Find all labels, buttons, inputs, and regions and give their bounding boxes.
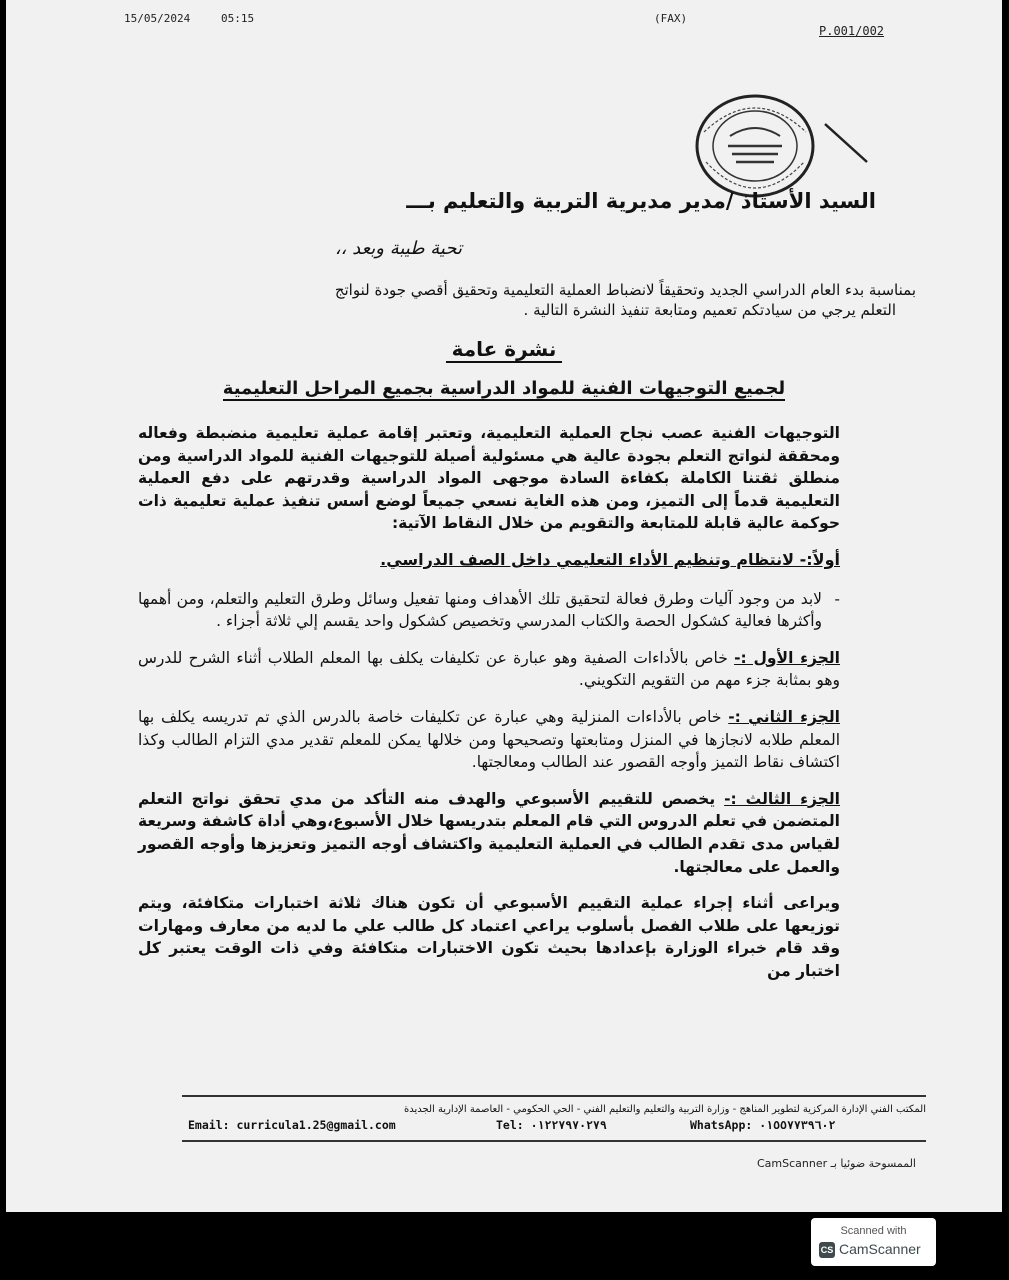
badge-caption: Scanned with: [840, 1225, 907, 1237]
fax-time: 05:15: [221, 12, 255, 25]
footer-rule: [182, 1095, 926, 1097]
pen-stroke-mark: [821, 120, 871, 170]
part-three-label: الجزء الثالث :-: [724, 789, 840, 808]
fax-date: 15/05/2024: [124, 12, 191, 25]
document-body: [138, 422, 840, 996]
footer-tel: Tel: ٠١٢٢٧٩٧٠٢٧٩: [496, 1118, 607, 1132]
bulletin-title-text: نشرة عامة: [446, 337, 563, 363]
part-two-label: الجزء الثاني :-: [728, 707, 840, 726]
part-one: [138, 647, 840, 692]
intro-line: التعلم يرجي من سيادتكم تعميم ومتابعة تنفيذ النشرة التالية .: [523, 301, 896, 319]
footer-address: المكتب الفني الإدارة المركزية لتطوير المناهج - وزارة التربية والتعليم والتعليم الفني - الحي الحكومي - العاصمة الإدارية الجديدة: [403, 1104, 926, 1115]
part-one-text: خاص بالأداءات الصفية وهو عبارة عن تكليفات يكلف بها المعلم الطلاب أثناء الشرح للدرس وهو بمثابة جزء مهم من التقويم التكويني.: [138, 648, 840, 690]
section-heading: أولاً:- لانتظام وتنظيم الأداء التعليمي داخل الصف الدراسي.: [380, 549, 840, 569]
fax-page-ref: P.001/002: [819, 24, 885, 38]
part-two: [138, 706, 840, 774]
bullet-text: لابد من وجود آليات وطرق فعالة لتحقيق تلك الأهداف ومنها تفعيل وسائل وطرق التعليم والتعلم، ومن أهمها وأكثرها فعالية كشكول الحصة والكتاب المدرسي وتخصيص كشكول واحد يقسم إلي ثلاثة أجزاء .: [138, 589, 822, 631]
fax-code: (FAX): [654, 12, 688, 25]
badge-brand: CamScanner: [839, 1241, 921, 1257]
paragraph-intro: التوجيهات الفنية عصب نجاح العملية التعليمية، وتعتبر إقامة عملية تعليمية منضبطة وفعاله ومحققة لنواتج التعلم بجودة عالية هي مسئولية أصيلة للتوجيهات الفنية للمواد الدراسية ومن منطلق ثقتنا الكاملة بكفاءة السادة موجهى المواد الدراسية وقدرتهم على دفع العملية التعليمية قدماً إلى التميز، ومن هذه الغاية نسعي جميعاً لوضع أسس تنفيذ عملية تعليمية ذات حوكمة عالية قابلة للمتابعة والتقويم من خلال النقاط الآتية:: [138, 424, 840, 533]
footer-contacts: [188, 1118, 924, 1136]
camscanner-logo-icon: CS: [819, 1242, 835, 1258]
camscanner-badge: [811, 1218, 936, 1266]
document-page: [6, 0, 1002, 1212]
bullet-dash: -: [834, 589, 840, 608]
scanned-with-note: الممسوحة ضوئيا بـ CamScanner: [756, 1157, 916, 1170]
intro-line: بمناسبة بدء العام الدراسي الجديد وتحقيقاً لانضباط العملية التعليمية وتحقيق أقصي جودة لنواتج: [334, 281, 916, 299]
footer-email: Email: curricula1.25@gmail.com: [188, 1118, 396, 1132]
part-three-text: يخصص للتقييم الأسبوعي والهدف منه التأكد من مدي تحقق نواتج التعلم المتضمن في تعلم الدروس التي قام المعلم بتدريسها خلال الأسبوع،وهي أداة كاشفة وسريعة لقياس مدى تقدم الطالب في العملية التعليمية واكتشاف أوجه التميز وتعزيزها وأوجه القصور والعمل على معالجتها.: [138, 789, 840, 876]
addressee-line: السيد الأستاذ /مدير مديرية التربية والتعليم بـــ: [406, 189, 876, 213]
bulletin-title: [6, 337, 1002, 361]
bulletin-subtitle-text: لجميع التوجيهات الفنية للمواد الدراسية بجميع المراحل التعليمية: [222, 378, 786, 399]
footer-rule-bottom: [182, 1140, 926, 1142]
ministry-seal-icon: [694, 92, 816, 200]
part-two-text: خاص بالأداءات المنزلية وهي عبارة عن تكليفات خاصة بالدرس الذي تم تدريسه يكلف بها المعلم طلابه لانجازها في المنزل ومتابعتها وتصحيحها ومن خلالها يمكن للمعلم تقدير مدي التزام الطالب وكذا اكتشاف نقاط التميز وأوجه القصور عند الطالب ومعالجتها.: [138, 707, 840, 772]
bullet-item: [138, 588, 840, 633]
footer-whatsapp: WhatsApp: ٠١٥٥٧٧٣٩٦٠٢: [690, 1118, 836, 1132]
greeting: تحية طيبة وبعد ،،: [334, 238, 462, 259]
part-one-label: الجزء الأول :-: [734, 648, 840, 667]
part-three: [138, 788, 840, 878]
intro-paragraph: [186, 280, 916, 320]
bulletin-subtitle: [6, 378, 1002, 399]
paragraph-weekly-tests: ويراعى أثناء إجراء عملية التقييم الأسبوعي أن تكون هناك ثلاثة اختبارات متكافئة، ويتم توزيعها على طلاب الفصل بأسلوب يراعي اعتماد كل طالب علي ما لديه من معارف ومهارات وقد قام خبراء الوزارة بإعدادها بحيث تكون الاختبارات متكافئة وفي ذات الوقت يعتبر كل اختبار من: [138, 894, 840, 980]
